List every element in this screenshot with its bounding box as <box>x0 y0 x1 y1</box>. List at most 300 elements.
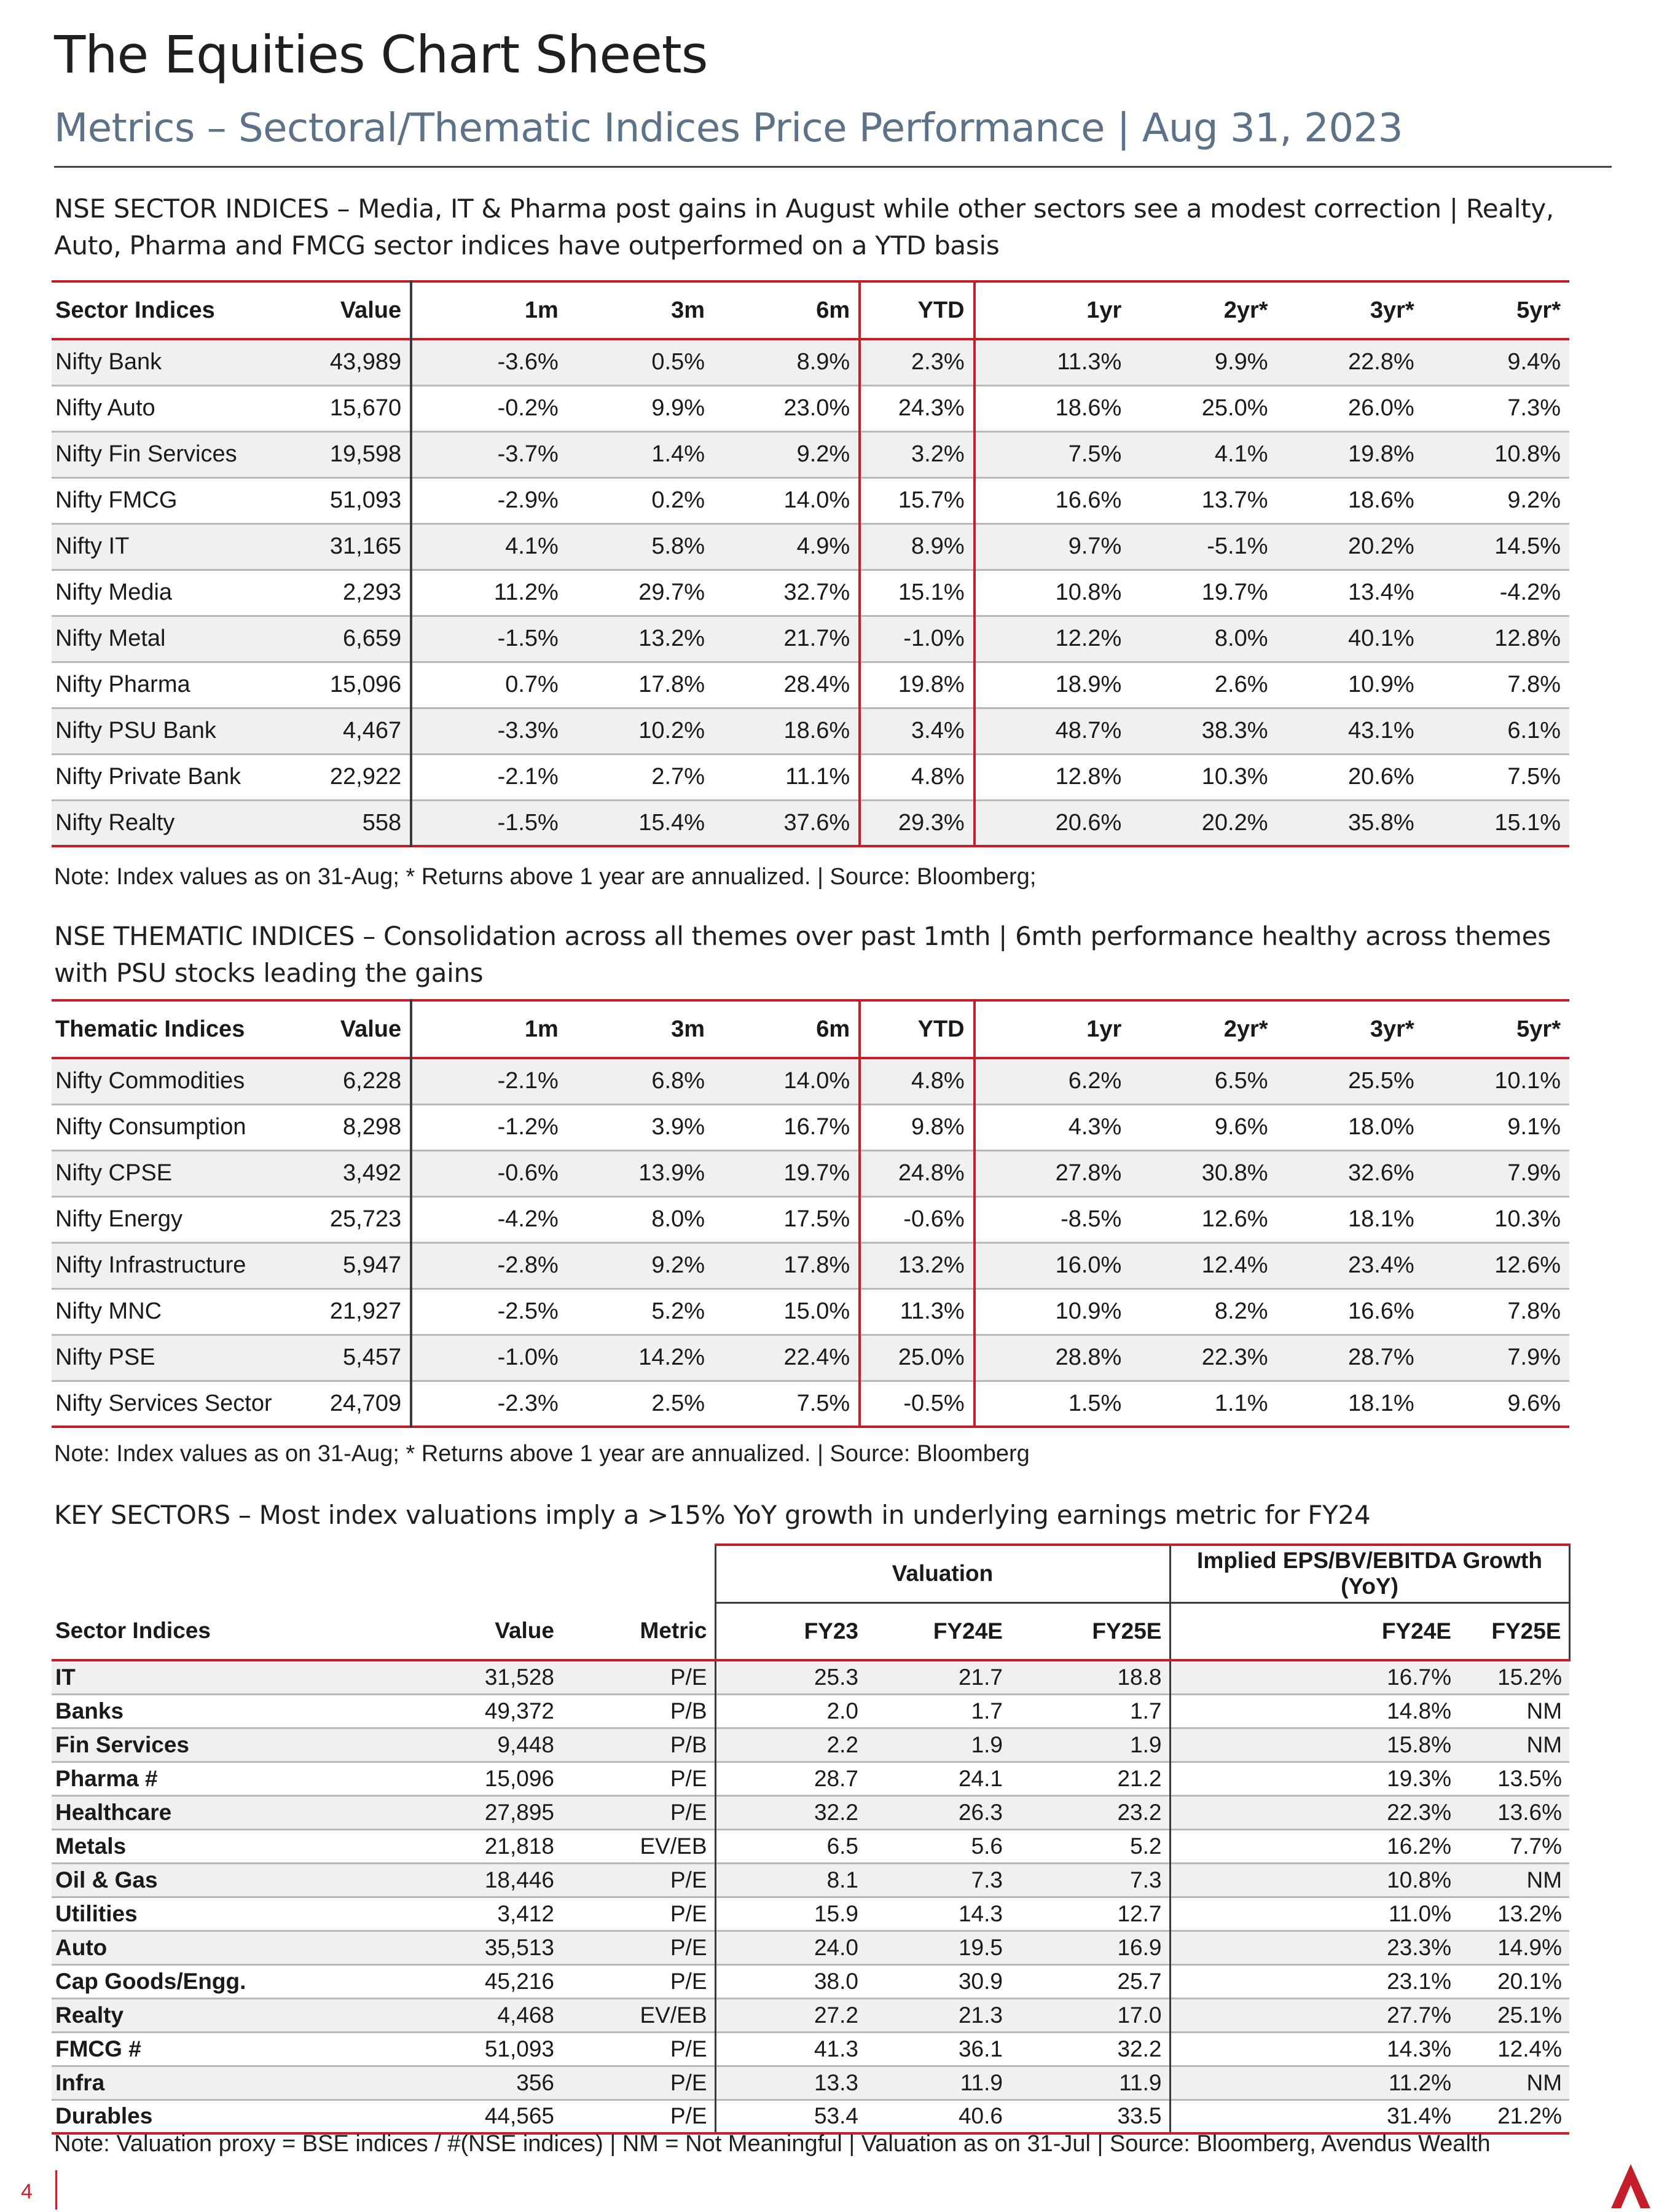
table-cell: Pharma # <box>55 1765 158 1791</box>
table-cell: 24.3% <box>860 385 974 431</box>
table-cell: 558 <box>284 800 411 846</box>
table-cell: 11.0% <box>1388 1900 1451 1926</box>
table-cell: -1.0% <box>411 1335 567 1381</box>
table-cell: 18.1% <box>1347 1206 1414 1232</box>
table-cell: P/B <box>562 1728 715 1762</box>
table-cell: Nifty Consumption <box>55 1114 246 1140</box>
table-cell: -1.0% <box>860 616 974 662</box>
table-cell: -2.8% <box>411 1242 567 1288</box>
table-cell: 19.3% <box>1387 1765 1451 1791</box>
table-cell: NM <box>1526 1698 1563 1724</box>
thematic-note: Note: Index values as on 31-Aug; * Returns above 1 year are annualized. | Source: Bloomberg <box>54 1441 1030 1467</box>
table-cell: P/E <box>562 1931 715 1964</box>
table-cell: 9.9% <box>1130 339 1276 385</box>
table-row <box>52 385 1569 431</box>
table-cell: 16.7% <box>783 1114 850 1140</box>
table-cell: Nifty Services Sector <box>55 1390 272 1416</box>
table-cell: 15,096 <box>484 1765 554 1791</box>
table-cell: 28.7 <box>715 1762 866 1795</box>
table-cell: 28.7% <box>1277 1335 1423 1381</box>
table-row <box>52 1058 1569 1104</box>
table-cell: -4.2% <box>497 1206 559 1232</box>
table-cell: 1.4% <box>567 431 713 477</box>
table-cell: 18.8 <box>1010 1660 1170 1694</box>
table-cell: 2.0 <box>715 1694 866 1728</box>
table-cell: 2.5% <box>651 1390 705 1416</box>
table-cell: Oil & Gas <box>52 1863 347 1897</box>
table-cell: 6.8% <box>567 1058 713 1104</box>
table-cell: 28.4% <box>783 672 850 697</box>
table-cell: 22.3% <box>1130 1335 1276 1381</box>
table-row <box>52 477 1569 524</box>
table-cell: 48.7% <box>975 708 1131 754</box>
table-cell: 9.6% <box>1214 1114 1268 1140</box>
table-cell: EV/EB <box>562 1998 715 2032</box>
table-row <box>52 1897 1569 1931</box>
table-cell: 20.1% <box>1497 1968 1563 1994</box>
table-cell: Utilities <box>55 1900 138 1926</box>
table-cell: 1.7 <box>971 1698 1003 1724</box>
table-cell: 8.9% <box>713 339 860 385</box>
table-row <box>52 754 1569 800</box>
table-header-row <box>52 1000 1569 1058</box>
table-cell: 2,293 <box>284 570 411 616</box>
table-cell: 13.5% <box>1497 1765 1563 1791</box>
table-cell: 9.1% <box>1507 1114 1561 1140</box>
table-cell: 7.5% <box>975 431 1131 477</box>
table-row <box>52 1104 1569 1150</box>
table-cell: 16.0% <box>975 1242 1131 1288</box>
table-cell: P/E <box>670 2036 707 2061</box>
table-row <box>52 1964 1569 1998</box>
table-cell: 12.2% <box>975 616 1131 662</box>
table-row <box>52 1660 1569 1694</box>
table-cell: 5,947 <box>284 1242 411 1288</box>
column-header: Metric <box>640 1618 707 1643</box>
table-cell: 11.2% <box>1170 2066 1459 2100</box>
table-row <box>52 2066 1569 2100</box>
page-number-divider <box>55 2170 57 2210</box>
table-cell: 24.8% <box>860 1150 974 1196</box>
table-cell: 6.5% <box>1130 1058 1276 1104</box>
table-cell: 8.0% <box>651 1206 705 1232</box>
table-cell: 15.0% <box>783 1298 850 1324</box>
table-cell: 1.7 <box>1010 1694 1170 1728</box>
table-cell: 9.2% <box>713 431 860 477</box>
table-cell: 51,093 <box>484 2036 554 2061</box>
table-cell: 4.9% <box>713 524 860 570</box>
table-cell: 11.1% <box>785 764 850 790</box>
table-cell: 24.0 <box>715 1931 866 1964</box>
table-cell: 33.5 <box>1010 2100 1170 2133</box>
column-header: FY23 <box>715 1602 866 1660</box>
table-cell: Auto <box>52 1931 347 1964</box>
table-cell: 16.7% <box>1170 1660 1459 1694</box>
table-cell: 11.9 <box>866 2066 1010 2100</box>
table-cell: 22.3% <box>1170 1795 1459 1829</box>
table-cell: 25.0% <box>1201 395 1268 421</box>
table-cell: 25.7 <box>1010 1964 1170 1998</box>
table-cell: Nifty PSE <box>52 1335 284 1381</box>
thematic-indices-table <box>52 999 1569 1428</box>
title-divider <box>54 166 1612 168</box>
table-cell: 17.0 <box>1010 1998 1170 2032</box>
table-cell: 6,659 <box>284 616 411 662</box>
table-cell: 2.7% <box>651 764 705 790</box>
table-cell: 27,895 <box>347 1795 562 1829</box>
table-cell: Nifty Energy <box>55 1206 182 1232</box>
table-cell: 2.2 <box>715 1728 866 1762</box>
table-row <box>52 1196 1569 1242</box>
table-cell: 15,670 <box>284 385 411 431</box>
table-cell: 14.0% <box>783 487 850 513</box>
table-cell: NM <box>1459 1728 1569 1762</box>
table-cell: -2.1% <box>411 1058 567 1104</box>
table-cell: 14.9% <box>1459 1931 1569 1964</box>
table-cell: 21.7 <box>866 1660 1010 1694</box>
table-cell: Nifty Media <box>55 579 173 605</box>
table-cell: 20.2% <box>1130 800 1276 846</box>
table-cell: -3.6% <box>411 339 567 385</box>
table-cell: 6.2% <box>975 1058 1131 1104</box>
table-cell: 31,165 <box>284 524 411 570</box>
table-cell: 37.6% <box>713 800 860 846</box>
table-cell: NM <box>1459 1863 1569 1897</box>
table-cell: 18.0% <box>1347 1114 1414 1140</box>
table-cell: 2.3% <box>860 339 974 385</box>
table-cell: 9.2% <box>1507 487 1561 513</box>
table-cell: 8.1 <box>715 1863 866 1897</box>
table-cell: 7.5% <box>796 1390 850 1416</box>
table-cell: P/E <box>562 1660 715 1694</box>
table-row <box>52 662 1569 708</box>
table-cell: 9.6% <box>1507 1390 1561 1416</box>
table-row <box>52 1829 1569 1863</box>
table-cell: Nifty MNC <box>55 1298 162 1324</box>
table-cell: 7.9% <box>1423 1335 1569 1381</box>
page-number: 4 <box>21 2180 33 2203</box>
table-cell: 31,528 <box>347 1660 562 1694</box>
table-cell: 15.8% <box>1170 1728 1459 1762</box>
table-cell: -2.5% <box>497 1298 559 1324</box>
table-cell: 9.4% <box>1423 339 1569 385</box>
key-note: Note: Valuation proxy = BSE indices / #(NSE indices) | NM = Not Meaningful | Valuation as on 31-Jul | Source: Bloomberg, Avendus Wealth <box>54 2131 1491 2157</box>
table-cell: 14.8% <box>1387 1698 1451 1724</box>
table-cell: 23.3% <box>1170 1931 1459 1964</box>
table-cell: 20.6% <box>1347 764 1414 790</box>
table-cell: 0.2% <box>651 487 705 513</box>
table-cell: 10.8% <box>1170 1863 1459 1897</box>
table-cell: 19.5 <box>866 1931 1010 1964</box>
table-cell: 38.0 <box>715 1964 866 1998</box>
table-cell: P/E <box>670 1765 707 1791</box>
column-header: Value <box>284 281 411 339</box>
table-cell: Nifty PSU Bank <box>52 708 284 754</box>
valuation-group-header: Valuation <box>715 1545 1170 1602</box>
table-cell: 10.3% <box>1201 764 1268 790</box>
table-cell: 18.6% <box>713 708 860 754</box>
table-cell: -2.3% <box>497 1390 559 1416</box>
table-cell: 5.2 <box>1010 1829 1170 1863</box>
table-cell: 28.8% <box>975 1335 1131 1381</box>
table-cell: 44,565 <box>484 2103 554 2129</box>
table-cell: -8.5% <box>1061 1206 1122 1232</box>
table-cell: 17.8% <box>638 672 705 697</box>
table-cell: Nifty FMCG <box>55 487 178 513</box>
table-row <box>52 1931 1569 1964</box>
table-cell: 22,922 <box>284 754 411 800</box>
table-cell: 8.0% <box>1130 616 1276 662</box>
table-cell: 18,446 <box>347 1863 562 1897</box>
table-row <box>52 2100 1569 2133</box>
table-row <box>52 1863 1569 1897</box>
table-cell: 10.1% <box>1423 1058 1569 1104</box>
table-cell: 12.6% <box>1423 1242 1569 1288</box>
table-cell: 19.7% <box>713 1150 860 1196</box>
table-cell: 40.1% <box>1277 616 1423 662</box>
table-cell: 7.3 <box>1010 1863 1170 1897</box>
column-header: YTD <box>860 1000 974 1058</box>
table-cell: 10.3% <box>1494 1206 1561 1232</box>
column-header: 5yr* <box>1516 1016 1561 1042</box>
table-cell: 7.8% <box>1507 1298 1561 1324</box>
table-cell: 23.2 <box>1010 1795 1170 1829</box>
table-cell: 10.8% <box>1055 579 1122 605</box>
table-cell: Realty <box>52 1998 347 2032</box>
table-row <box>52 1242 1569 1288</box>
table-row <box>52 1694 1569 1728</box>
table-cell: -3.7% <box>411 431 567 477</box>
column-header: 3yr* <box>1370 1016 1414 1042</box>
table-cell: 3,492 <box>284 1150 411 1196</box>
table-cell: Banks <box>55 1698 124 1724</box>
table-cell: 11.2% <box>493 579 559 605</box>
table-row <box>52 339 1569 385</box>
table-cell: 25,723 <box>284 1196 411 1242</box>
column-header: FY25E <box>1010 1602 1170 1660</box>
table-cell: 4.8% <box>860 1058 974 1104</box>
table-row <box>52 616 1569 662</box>
table-cell: 12.6% <box>1201 1206 1268 1232</box>
table-cell: 19.7% <box>1201 579 1268 605</box>
table-cell: 21,818 <box>484 1833 554 1859</box>
table-row <box>52 2032 1569 2066</box>
table-cell: 36.1 <box>958 2036 1003 2061</box>
table-cell: EV/EB <box>640 1833 707 1859</box>
table-cell: 21.2% <box>1497 2103 1563 2129</box>
table-cell: 35,513 <box>347 1931 562 1964</box>
sector-note: Note: Index values as on 31-Aug; * Returns above 1 year are annualized. | Source: Bloomberg; <box>54 864 1037 890</box>
table-cell: 10.9% <box>1347 672 1414 697</box>
table-cell: 12.4% <box>1497 2036 1563 2061</box>
table-cell: 14.0% <box>713 1058 860 1104</box>
table-cell: P/E <box>670 2103 707 2129</box>
table-cell: 13.2% <box>567 616 713 662</box>
table-cell: 32.2 <box>715 1795 866 1829</box>
table-cell: 3,412 <box>497 1900 554 1926</box>
table-cell: Nifty Pharma <box>55 672 190 697</box>
column-header: YTD <box>860 281 974 339</box>
table-cell: -2.1% <box>497 764 559 790</box>
table-row <box>52 1795 1569 1829</box>
avendus-logo-icon <box>1609 2163 1652 2210</box>
table-cell: 14.2% <box>567 1335 713 1381</box>
column-header: Value <box>495 1618 554 1643</box>
table-cell: 30.9 <box>958 1968 1003 1994</box>
table-header-row <box>52 281 1569 339</box>
table-cell: P/B <box>670 1698 707 1724</box>
table-cell: Metals <box>55 1833 127 1859</box>
table-cell: -0.6% <box>411 1150 567 1196</box>
column-header: 6m <box>816 1016 850 1042</box>
table-cell: 22.4% <box>713 1335 860 1381</box>
column-header: 1yr <box>1086 1016 1122 1042</box>
table-cell: 13.2% <box>1497 1900 1563 1926</box>
table-cell: 23.4% <box>1277 1242 1423 1288</box>
table-cell: 2.6% <box>1214 672 1268 697</box>
column-header: 1m <box>524 297 559 323</box>
table-cell: 21.2 <box>1010 1762 1170 1795</box>
table-row <box>52 431 1569 477</box>
sector-section-heading: NSE SECTOR INDICES – Media, IT & Pharma post gains in August while other sectors see a modest correction | Realty, Auto, Pharma and FMCG sector indices have outperformed on a YTD basis <box>54 194 1554 261</box>
table-cell: 4.1% <box>1130 431 1276 477</box>
table-cell: 5.2% <box>651 1298 705 1324</box>
table-cell: 15.1% <box>860 570 974 616</box>
table-cell: 9.2% <box>567 1242 713 1288</box>
column-header: FY25E <box>1459 1602 1569 1660</box>
table-cell: 17.8% <box>713 1242 860 1288</box>
table-cell: 13.6% <box>1459 1795 1569 1829</box>
table-cell: 14.5% <box>1423 524 1569 570</box>
table-cell: 43.1% <box>1277 708 1423 754</box>
table-cell: P/E <box>562 2066 715 2100</box>
table-cell: 40.6 <box>958 2103 1003 2129</box>
table-cell: 13.7% <box>1201 487 1268 513</box>
table-cell: Nifty Private Bank <box>55 764 241 790</box>
column-header: 3yr* <box>1370 297 1414 323</box>
table-cell: 35.8% <box>1277 800 1423 846</box>
table-cell: 0.5% <box>567 339 713 385</box>
table-cell: 16.2% <box>1387 1833 1451 1859</box>
table-cell: 15,096 <box>284 662 411 708</box>
table-cell: 8.2% <box>1214 1298 1268 1324</box>
table-cell: 3.9% <box>651 1114 705 1140</box>
table-cell: 6.5 <box>715 1829 866 1863</box>
table-cell: 20.6% <box>975 800 1131 846</box>
column-header: 5yr* <box>1516 297 1561 323</box>
table-cell: Nifty CPSE <box>52 1150 284 1196</box>
table-cell: 9.8% <box>860 1104 974 1150</box>
table-cell: 27.7% <box>1170 1998 1459 2032</box>
page-subtitle: Metrics – Sectoral/Thematic Indices Price Performance | Aug 31, 2023 <box>54 106 1403 151</box>
table-cell: 8.9% <box>860 524 974 570</box>
table-row <box>52 524 1569 570</box>
table-cell: 49,372 <box>484 1698 554 1724</box>
table-cell: 19.8% <box>1277 431 1423 477</box>
table-cell: 16.6% <box>1347 1298 1414 1324</box>
table-cell: 18.6% <box>1347 487 1414 513</box>
table-cell: 10.2% <box>567 708 713 754</box>
table-row <box>52 1150 1569 1196</box>
table-cell: 25.1% <box>1459 1998 1569 2032</box>
table-cell: 9,448 <box>347 1728 562 1762</box>
table-cell: -0.2% <box>497 395 559 421</box>
table-cell: 41.3 <box>715 2032 866 2066</box>
table-cell: 17.5% <box>783 1206 850 1232</box>
column-header: 6m <box>816 297 850 323</box>
table-cell: 21.7% <box>713 616 860 662</box>
table-cell: Nifty Auto <box>55 395 155 421</box>
table-cell: 9.7% <box>975 524 1131 570</box>
table-cell: 25.5% <box>1277 1058 1423 1104</box>
table-cell: -1.5% <box>411 616 567 662</box>
page-title: The Equities Chart Sheets <box>54 25 708 85</box>
table-row <box>52 1381 1569 1427</box>
table-cell: P/E <box>562 1863 715 1897</box>
table-cell: 3.4% <box>860 708 974 754</box>
table-cell: 53.4 <box>715 2100 866 2133</box>
table-cell: 4.8% <box>860 754 974 800</box>
table-cell: 4.1% <box>411 524 567 570</box>
table-cell: 11.3% <box>975 339 1131 385</box>
table-cell: 38.3% <box>1130 708 1276 754</box>
table-cell: 23.0% <box>783 395 850 421</box>
table-row <box>52 1998 1569 2032</box>
column-header: 3m <box>671 297 705 323</box>
table-cell: -1.2% <box>497 1114 559 1140</box>
table-cell: Healthcare <box>52 1795 347 1829</box>
table-cell: 5.6 <box>971 1833 1003 1859</box>
table-cell: 7.8% <box>1507 672 1561 697</box>
table-cell: 16.9 <box>1010 1931 1170 1964</box>
table-cell: 1.9 <box>866 1728 1010 1762</box>
column-header: Thematic Indices <box>55 1016 245 1042</box>
table-cell: 7.5% <box>1507 764 1561 790</box>
table-cell: Cap Goods/Engg. <box>55 1968 246 1994</box>
table-cell: 13.2% <box>860 1242 974 1288</box>
table-cell: 4,467 <box>284 708 411 754</box>
column-header: Sector Indices <box>55 297 215 323</box>
table-cell: 20.2% <box>1277 524 1423 570</box>
table-cell: 15.1% <box>1423 800 1569 846</box>
table-cell: 10.8% <box>1423 431 1569 477</box>
table-cell: 12.8% <box>1423 616 1569 662</box>
table-cell: NM <box>1459 2066 1569 2100</box>
table-cell: 12.4% <box>1130 1242 1276 1288</box>
table-cell: 1.5% <box>1068 1390 1122 1416</box>
table-cell: Nifty Metal <box>52 616 284 662</box>
table-cell: 27.2 <box>715 1998 866 2032</box>
table-cell: 9.9% <box>651 395 705 421</box>
table-cell: 45,216 <box>484 1968 554 1994</box>
table-cell: 22.8% <box>1277 339 1423 385</box>
table-cell: -1.5% <box>411 800 567 846</box>
table-cell: 26.3 <box>866 1795 1010 1829</box>
table-row <box>52 1288 1569 1335</box>
table-cell: -0.5% <box>860 1381 974 1427</box>
table-cell: 8,298 <box>284 1104 411 1150</box>
table-cell: 26.0% <box>1347 395 1414 421</box>
table-cell: 18.1% <box>1347 1390 1414 1416</box>
table-cell: P/E <box>562 1795 715 1829</box>
table-cell: 6.1% <box>1423 708 1569 754</box>
table-cell: 31.4% <box>1387 2103 1451 2129</box>
table-cell: 18.9% <box>1055 672 1122 697</box>
table-group-header-row <box>52 1545 1569 1602</box>
table-cell: 29.3% <box>860 800 974 846</box>
table-cell: 32.6% <box>1277 1150 1423 1196</box>
table-cell: 7.7% <box>1510 1833 1563 1859</box>
